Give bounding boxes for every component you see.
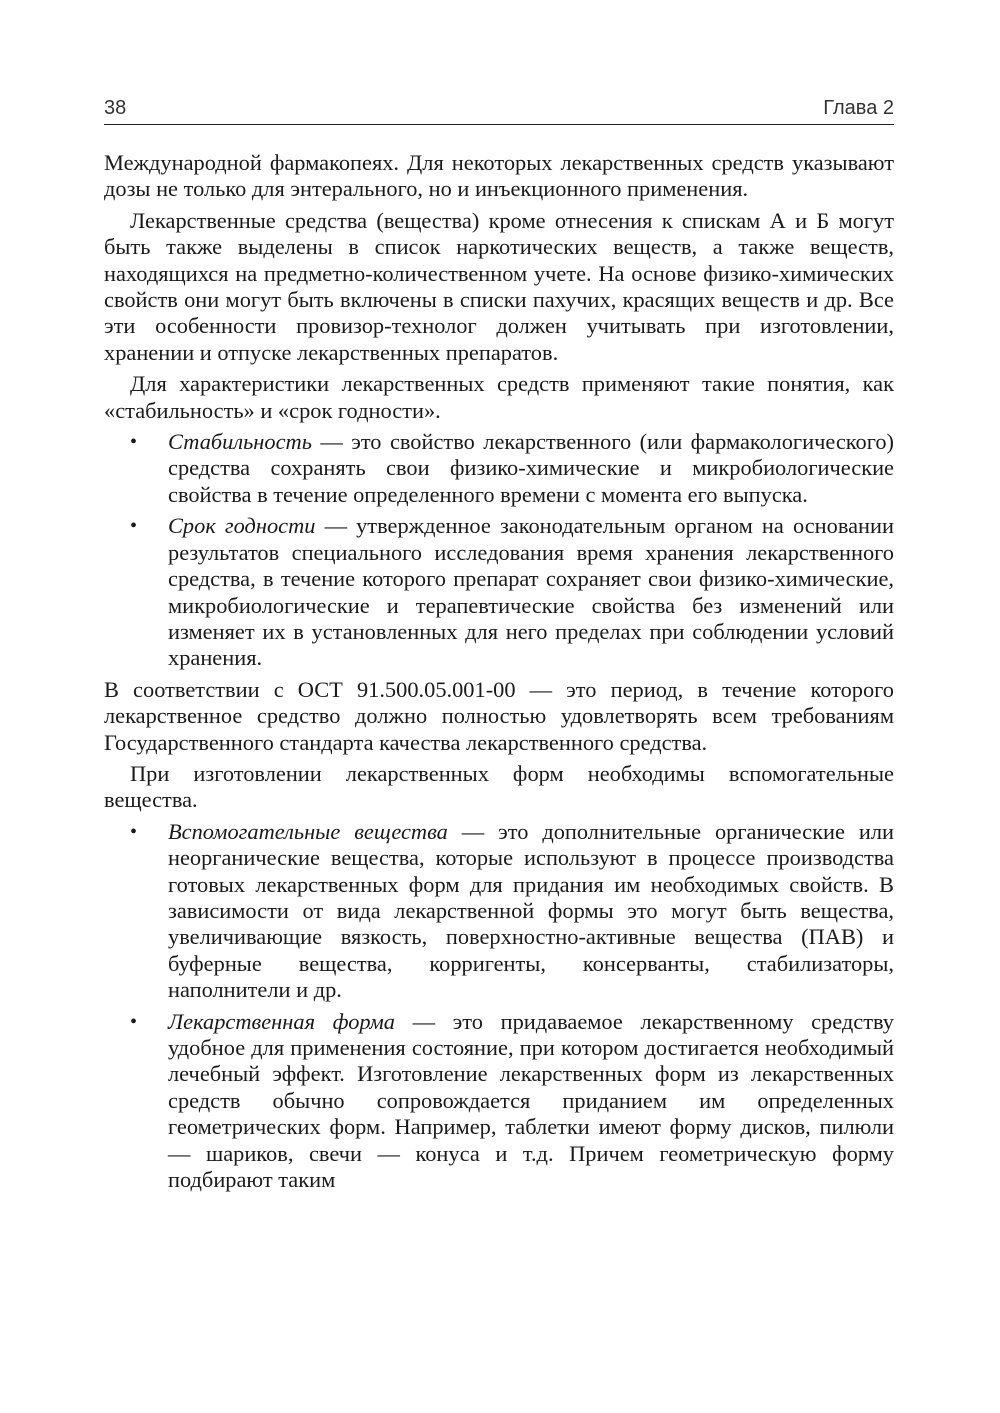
page-header	[104, 96, 894, 125]
bullet-icon: •	[130, 1010, 138, 1033]
definition: — это свойство лекарственного (или фармакологического) средства сохранять свои физико-химические и микробиологические свойства в течение определенного времени с момента его выпуска.	[168, 429, 894, 507]
paragraph: Международной фармакопеях. Для некоторых лекарственных средств указывают дозы не только для энтерального, но и инъекционного применения.	[104, 150, 894, 202]
bullet-icon: •	[130, 431, 138, 454]
term: Лекарственная форма	[168, 1008, 395, 1034]
list-item	[104, 513, 894, 671]
list-item	[104, 429, 894, 508]
term: Срок годности	[168, 513, 316, 539]
list-item	[104, 1009, 894, 1194]
definition: — это дополнительные органические или неорганические вещества, которые используют в процессе производства готовых лекарственных форм для придания им необходимых свойств. В зависимости от вида лекарственной формы это могут быть вещества, увеличивающие вязкость, поверхностно-активные вещества (ПАВ) и буферные вещества, корригенты, консерванты, стабилизаторы, наполнители и др.	[168, 818, 894, 1003]
definition: — утвержденное законодательным органом на основании результатов специального исследования время хранения лекарственного средства, в течение которого препарат сохраняет свои физико-химические, микробиологические и терапевтические свойства без изменений или изменяет их в установленных для него пределах при соблюдении условий хранения.	[168, 513, 894, 671]
term: Стабильность	[168, 429, 312, 455]
bullet-icon: •	[130, 820, 138, 843]
page-body	[104, 150, 894, 1198]
bullet-icon: •	[130, 515, 138, 538]
paragraph: При изготовлении лекарственных форм необходимы вспомогательные вещества.	[104, 760, 894, 813]
paragraph: В соответствии с ОСТ 91.500.05.001-00 — это период, в течение которого лекарственное средство должно полностью удовлетворять всем требованиям Государственного стандарта качества лекарственного средства.	[104, 676, 894, 755]
definition: — это придаваемое лекарственному средству удобное для применения состояние, при котором достигается необходимый лечебный эффект. Изготовление лекарственных форм из лекарственных средств обычно сопровождается приданием им определенных геометрических форм. Например, таблетки имеют форму дисков, пилюли — шариков, свечи — конуса и т.д. Причем геометрическую форму подбирают таким	[168, 1008, 894, 1193]
term: Вспомогательные вещества	[168, 818, 448, 844]
chapter-label: Глава 2	[823, 97, 894, 119]
paragraph: Для характеристики лекарственных средств применяют такие понятия, как «стабильность» и «срок годности».	[104, 371, 894, 423]
paragraph: Лекарственные средства (вещества) кроме отнесения к спискам А и Б могут быть также выделены в список наркотических веществ, а также веществ, находящихся на предметно-количественном учете. На основе физико-химических свойств они могут быть включены в списки пахучих, красящих веществ и др. Все эти особенности провизор-технолог должен учитывать при изготовлении, хранении и отпуске лекарственных препаратов.	[104, 207, 894, 365]
page-number: 38	[104, 97, 127, 119]
list-item	[104, 819, 894, 1004]
